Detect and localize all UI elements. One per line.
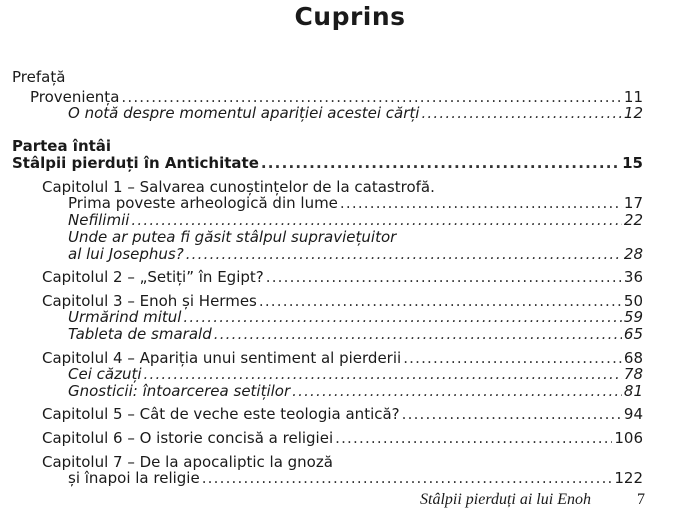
toc-entry-title: Prefață [12, 68, 66, 86]
toc-entry-title: al lui Josephus? [68, 245, 184, 263]
toc-entry-page: 22 [623, 211, 643, 229]
toc-entry-page: 59 [623, 308, 643, 326]
toc-entry [68, 365, 643, 383]
toc-entry [68, 382, 643, 400]
toc-entry [68, 245, 643, 263]
toc-entry-page: 81 [623, 382, 643, 400]
toc-entry-page: 36 [623, 268, 643, 286]
toc-entry-title: O notă despre momentul apariției acestei cărți [68, 104, 420, 122]
toc-entry-title: Urmărind mitul [68, 308, 182, 326]
toc-entry-page: 122 [614, 469, 643, 487]
toc-entry-page: 17 [623, 194, 643, 212]
toc-entry-title: Tableta de smarald [68, 325, 212, 343]
toc-entry-title: Capitolul 1 – Salvarea cunoștințelor de la catastrofă. [42, 178, 435, 196]
toc-entry-title: Proveniența [30, 88, 120, 106]
toc-entry [68, 469, 643, 487]
dot-leader [340, 194, 622, 212]
toc-entry [12, 137, 643, 155]
dot-leader [261, 154, 620, 172]
toc-entry-page: 94 [623, 405, 643, 423]
dot-leader [131, 211, 621, 229]
toc-entry-title: Capitolul 7 – De la apocaliptic la gnoză [42, 453, 333, 471]
toc-entry [68, 104, 643, 122]
dot-leader [214, 325, 622, 343]
toc-entry-title: Capitolul 5 – Cât de veche este teologia antică? [42, 405, 400, 423]
toc-entry-page: 68 [623, 349, 643, 367]
toc-entry-title: Capitolul 4 – Apariția unui sentiment al pierderii [42, 349, 402, 367]
page-number: 7 [637, 491, 645, 508]
toc-entry-title: și înapoi la religie [68, 469, 200, 487]
toc-entry-title: Partea întâi [12, 137, 112, 155]
toc-entry-title: Nefilimii [68, 211, 130, 229]
toc-entry-title: Capitolul 6 – O istorie concisă a religiei [42, 429, 334, 447]
toc-entry [42, 429, 643, 447]
dot-leader [335, 429, 612, 447]
dot-leader [144, 365, 622, 383]
dot-leader [292, 382, 622, 400]
toc-entry-title: Stâlpii pierduți în Antichitate [12, 154, 259, 172]
toc-entry-page: 12 [623, 104, 643, 122]
toc-entry [12, 68, 643, 86]
toc-entry [42, 405, 643, 423]
dot-leader [202, 469, 613, 487]
dot-leader [183, 308, 621, 326]
toc-entry [68, 308, 643, 326]
dot-leader [402, 405, 622, 423]
toc-entry-title: Prima poveste arheologică din lume [68, 194, 338, 212]
toc-entry-page: 65 [623, 325, 643, 343]
toc-entry-title: Gnosticii: întoarcerea setiților [68, 382, 291, 400]
toc-entry [42, 268, 643, 286]
toc-entry [12, 154, 643, 172]
toc-entry-title: Unde ar putea fi găsit stâlpul supraviețuitor [68, 228, 397, 246]
toc-entry [68, 194, 643, 212]
toc-entry-page: 28 [623, 245, 643, 263]
toc-entry [68, 211, 643, 229]
toc-entry-page: 50 [623, 292, 643, 310]
toc-entry-title: Capitolul 3 – Enoh și Hermes [42, 292, 257, 310]
toc-entry-title: Capitolul 2 – „Setiți” în Egipt? [42, 268, 264, 286]
dot-leader [421, 104, 621, 122]
toc-entry-page: 106 [614, 429, 643, 447]
toc-entry-title: Cei căzuți [68, 365, 142, 383]
dot-leader [266, 268, 622, 286]
running-footer-title: Stâlpii pierduți ai lui Enoh [420, 491, 591, 508]
dot-leader [186, 245, 622, 263]
page-title: Cuprins [294, 2, 406, 31]
toc-entry [68, 325, 643, 343]
toc-entry-page: 11 [623, 88, 643, 106]
toc-entry [68, 228, 643, 246]
toc-entry-page: 78 [623, 365, 643, 383]
toc-entry-page: 15 [622, 154, 643, 172]
